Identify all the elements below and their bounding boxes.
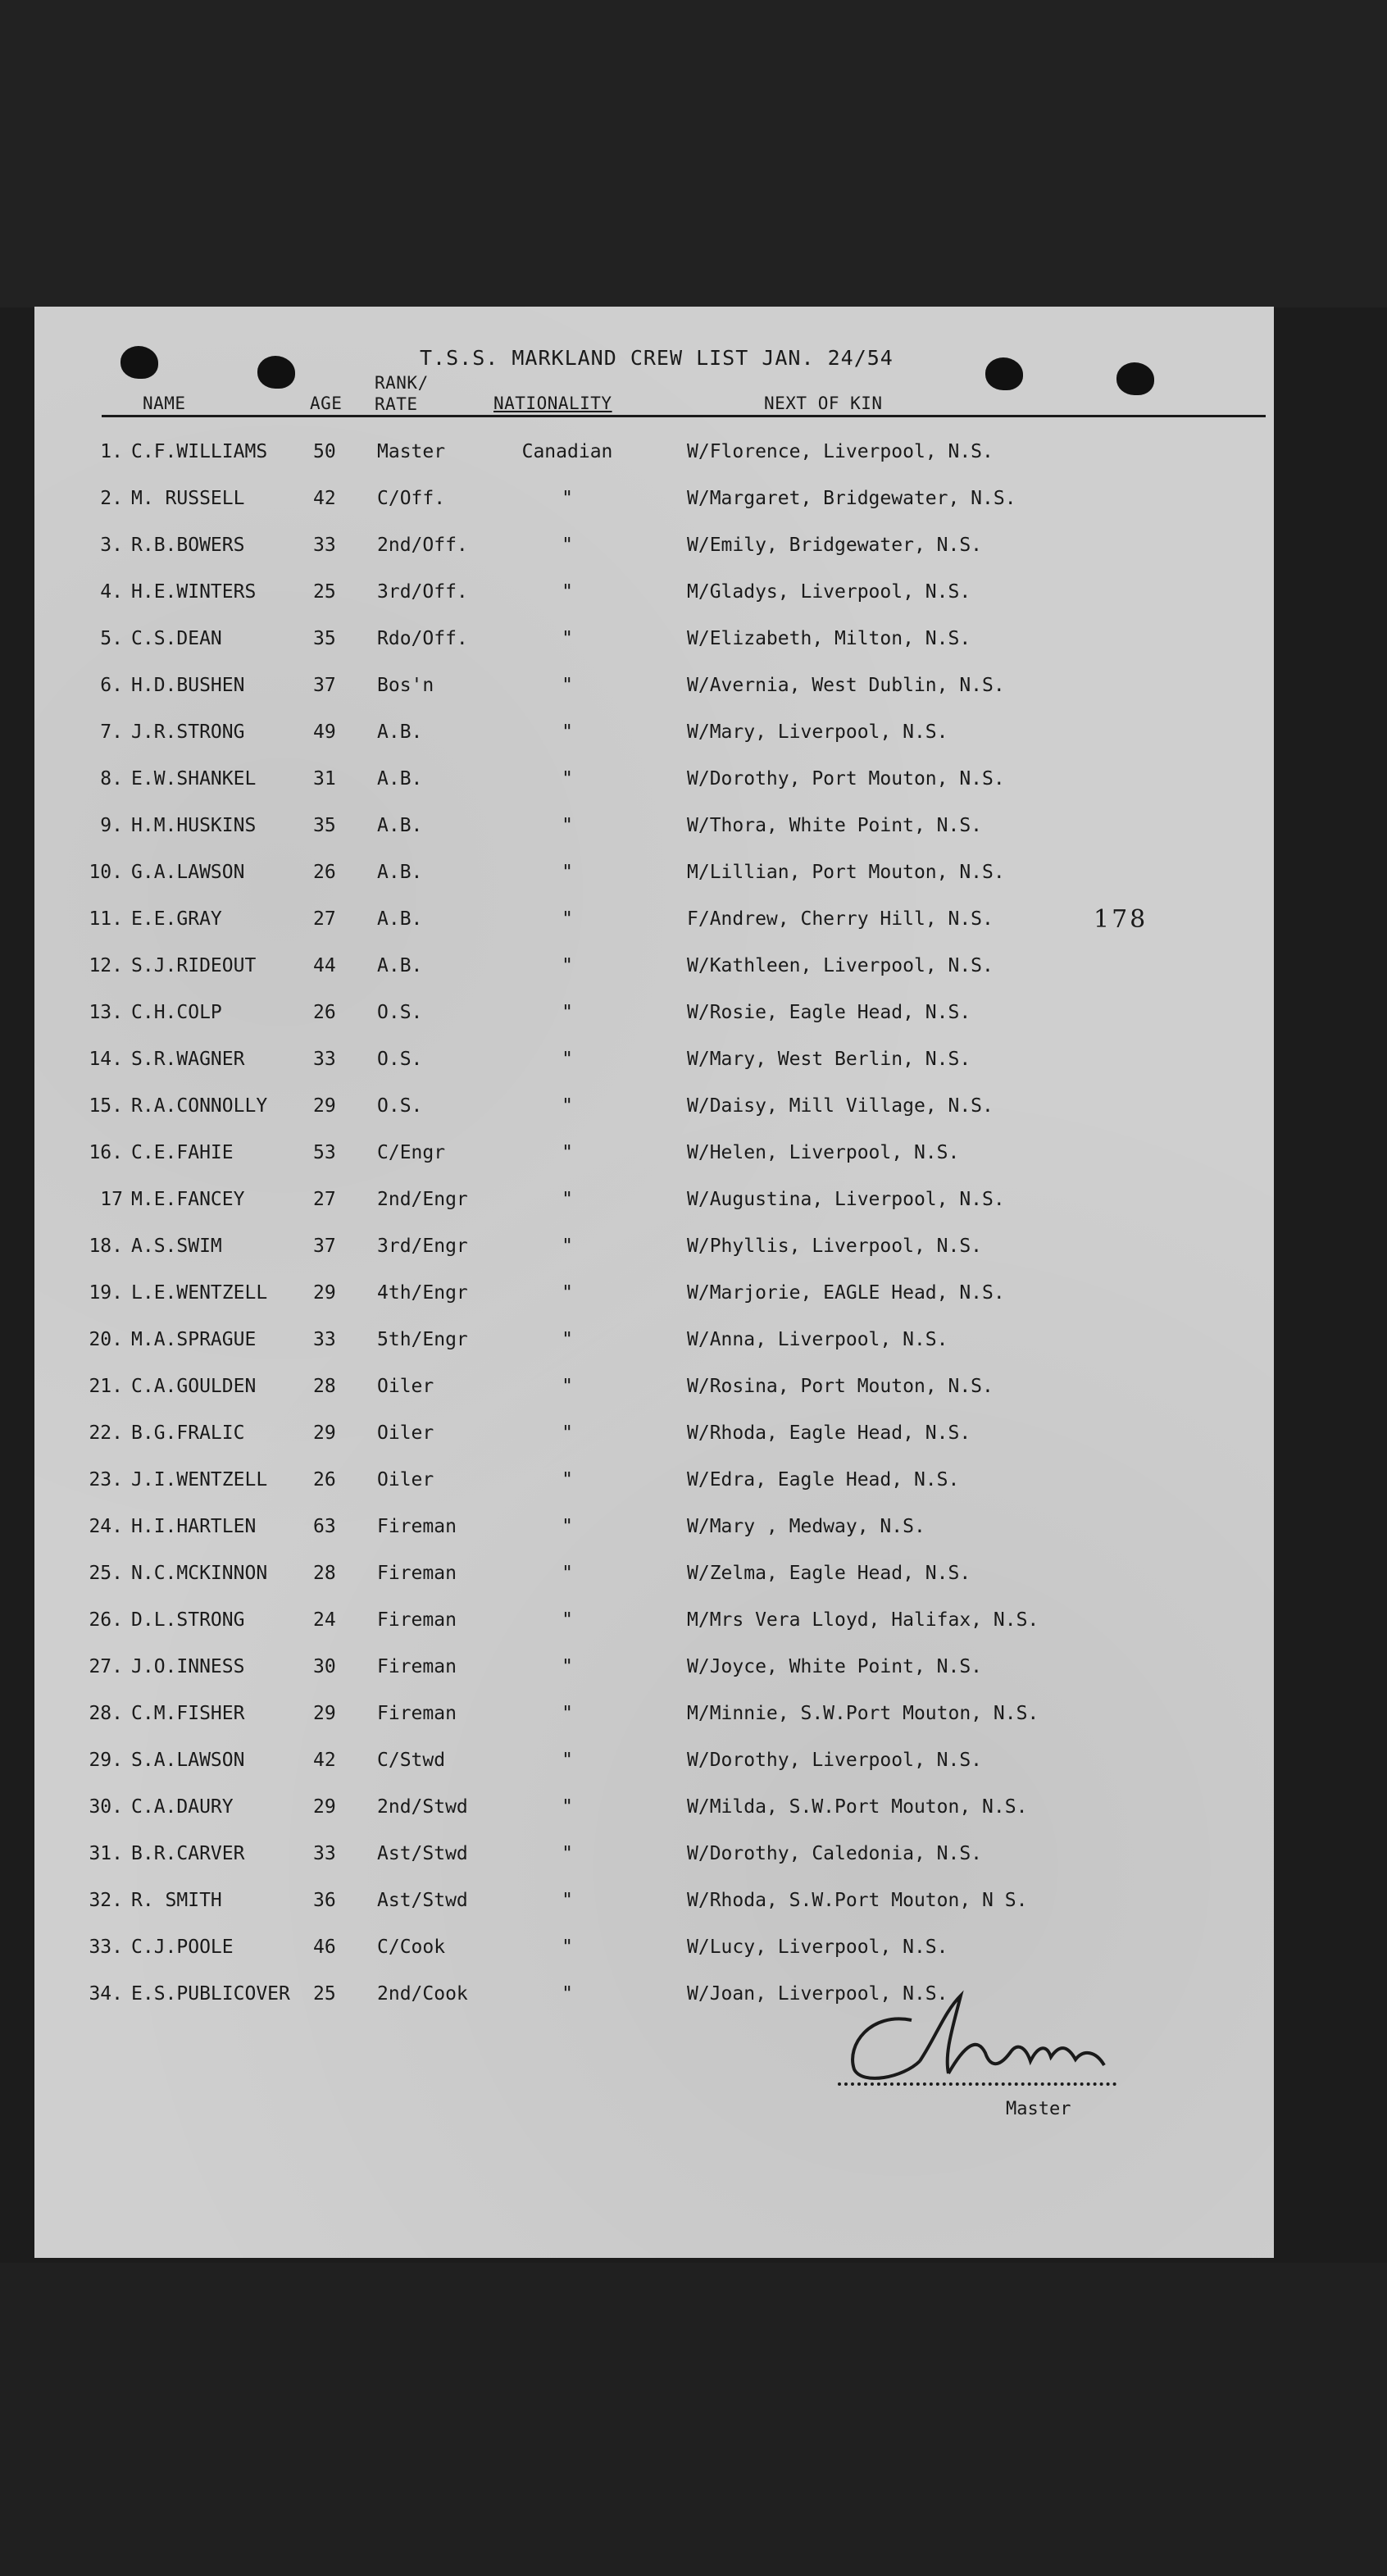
crew-age: 35 bbox=[313, 815, 336, 836]
crew-next-of-kin: W/Thora, White Point, N.S. bbox=[687, 815, 983, 836]
crew-age: 27 bbox=[313, 908, 336, 930]
crew-next-of-kin: W/Rhoda, Eagle Head, N.S. bbox=[687, 1422, 971, 1444]
crew-rank: C/Stwd bbox=[377, 1750, 446, 1771]
crew-age: 25 bbox=[313, 581, 336, 603]
crew-nationality: " bbox=[562, 628, 573, 649]
crew-next-of-kin: M/Minnie, S.W.Port Mouton, N.S. bbox=[687, 1703, 1039, 1724]
crew-name: B.G.FRALIC bbox=[131, 1422, 245, 1444]
crew-next-of-kin: W/Rhoda, S.W.Port Mouton, N S. bbox=[687, 1890, 1028, 1911]
crew-number: 20. bbox=[89, 1329, 123, 1350]
crew-list-page bbox=[34, 307, 1274, 2258]
crew-rank: O.S. bbox=[377, 1002, 423, 1023]
crew-age: 42 bbox=[313, 488, 336, 509]
crew-name: C.M.FISHER bbox=[131, 1703, 245, 1724]
crew-name: M.E.FANCEY bbox=[131, 1189, 245, 1210]
table-row bbox=[34, 757, 1274, 803]
crew-rank: O.S. bbox=[377, 1049, 423, 1070]
crew-rank: Oiler bbox=[377, 1422, 434, 1444]
crew-number: 33. bbox=[89, 1937, 123, 1958]
column-header-rank: RANK/ RATE bbox=[375, 373, 429, 414]
table-row bbox=[34, 990, 1274, 1037]
crew-age: 24 bbox=[313, 1609, 336, 1631]
table-row bbox=[34, 944, 1274, 990]
table-row bbox=[34, 1224, 1274, 1271]
crew-nationality: " bbox=[562, 1609, 573, 1631]
crew-age: 26 bbox=[313, 1002, 336, 1023]
crew-nationality: " bbox=[562, 1189, 573, 1210]
crew-name: R.B.BOWERS bbox=[131, 535, 245, 556]
crew-rank: 3rd/Engr bbox=[377, 1236, 468, 1257]
punch-hole-icon bbox=[257, 356, 295, 389]
crew-number: 15. bbox=[89, 1095, 123, 1117]
crew-nationality: " bbox=[562, 1282, 573, 1304]
crew-age: 37 bbox=[313, 675, 336, 696]
crew-next-of-kin: W/Joan, Liverpool, N.S. bbox=[687, 1983, 948, 2005]
crew-next-of-kin: W/Dorothy, Liverpool, N.S. bbox=[687, 1750, 983, 1771]
crew-nationality: " bbox=[562, 675, 573, 696]
table-row bbox=[34, 1691, 1274, 1738]
crew-next-of-kin: W/Phyllis, Liverpool, N.S. bbox=[687, 1236, 983, 1257]
crew-next-of-kin: W/Milda, S.W.Port Mouton, N.S. bbox=[687, 1796, 1028, 1818]
crew-number: 16. bbox=[89, 1142, 123, 1163]
crew-name: H.I.HARTLEN bbox=[131, 1516, 257, 1537]
crew-number: 12. bbox=[89, 955, 123, 976]
crew-age: 36 bbox=[313, 1890, 336, 1911]
crew-nationality: " bbox=[562, 1469, 573, 1491]
column-header-nationality: NATIONALITY bbox=[493, 394, 612, 413]
crew-name: E.W.SHANKEL bbox=[131, 768, 257, 790]
crew-age: 50 bbox=[313, 441, 336, 462]
crew-number: 17 bbox=[100, 1189, 123, 1210]
table-row bbox=[34, 1925, 1274, 1972]
crew-number: 30. bbox=[89, 1796, 123, 1818]
crew-age: 33 bbox=[313, 535, 336, 556]
crew-nationality: " bbox=[562, 768, 573, 790]
crew-rank: Rdo/Off. bbox=[377, 628, 468, 649]
page-number: 178 bbox=[1094, 905, 1148, 934]
crew-age: 49 bbox=[313, 721, 336, 743]
crew-nationality: " bbox=[562, 1890, 573, 1911]
table-row bbox=[34, 1598, 1274, 1645]
table-row bbox=[34, 523, 1274, 570]
crew-next-of-kin: W/Rosina, Port Mouton, N.S. bbox=[687, 1376, 994, 1397]
crew-next-of-kin: M/Gladys, Liverpool, N.S. bbox=[687, 581, 971, 603]
table-row bbox=[34, 710, 1274, 757]
crew-next-of-kin: W/Daisy, Mill Village, N.S. bbox=[687, 1095, 994, 1117]
crew-name: G.A.LAWSON bbox=[131, 862, 245, 883]
crew-rank: C/Engr bbox=[377, 1142, 446, 1163]
table-row bbox=[34, 1551, 1274, 1598]
table-row bbox=[34, 1645, 1274, 1691]
crew-number: 13. bbox=[89, 1002, 123, 1023]
column-header-age: AGE bbox=[310, 394, 343, 413]
crew-next-of-kin: M/Lillian, Port Mouton, N.S. bbox=[687, 862, 1005, 883]
page-title: T.S.S. MARKLAND CREW LIST JAN. 24/54 bbox=[420, 346, 894, 370]
crew-next-of-kin: W/Rosie, Eagle Head, N.S. bbox=[687, 1002, 971, 1023]
crew-nationality: " bbox=[562, 1843, 573, 1864]
crew-name: H.D.BUSHEN bbox=[131, 675, 245, 696]
crew-name: M. RUSSELL bbox=[131, 488, 245, 509]
crew-next-of-kin: M/Mrs Vera Lloyd, Halifax, N.S. bbox=[687, 1609, 1039, 1631]
crew-number: 26. bbox=[89, 1609, 123, 1631]
crew-next-of-kin: F/Andrew, Cherry Hill, N.S. bbox=[687, 908, 994, 930]
table-row bbox=[34, 570, 1274, 617]
table-row bbox=[34, 1271, 1274, 1318]
crew-age: 29 bbox=[313, 1095, 336, 1117]
crew-rank: A.B. bbox=[377, 955, 423, 976]
crew-name: S.A.LAWSON bbox=[131, 1750, 245, 1771]
table-row bbox=[34, 1458, 1274, 1504]
crew-nationality: " bbox=[562, 1142, 573, 1163]
table-row bbox=[34, 1084, 1274, 1131]
crew-next-of-kin: W/Florence, Liverpool, N.S. bbox=[687, 441, 994, 462]
crew-name: C.J.POOLE bbox=[131, 1937, 234, 1958]
crew-rank: Bos'n bbox=[377, 675, 434, 696]
crew-age: 35 bbox=[313, 628, 336, 649]
crew-nationality: " bbox=[562, 955, 573, 976]
crew-nationality: " bbox=[562, 1516, 573, 1537]
crew-age: 33 bbox=[313, 1843, 336, 1864]
crew-age: 29 bbox=[313, 1796, 336, 1818]
crew-name: C.A.GOULDEN bbox=[131, 1376, 257, 1397]
crew-nationality: " bbox=[562, 1937, 573, 1958]
crew-number: 31. bbox=[89, 1843, 123, 1864]
crew-nationality: " bbox=[562, 581, 573, 603]
crew-nationality: " bbox=[562, 1422, 573, 1444]
crew-number: 5. bbox=[100, 628, 123, 649]
crew-name: A.S.SWIM bbox=[131, 1236, 222, 1257]
crew-name: S.R.WAGNER bbox=[131, 1049, 245, 1070]
table-row bbox=[34, 1785, 1274, 1832]
table-row bbox=[34, 1738, 1274, 1785]
table-row bbox=[34, 803, 1274, 850]
crew-nationality: Canadian bbox=[521, 441, 613, 462]
crew-name: C.A.DAURY bbox=[131, 1796, 234, 1818]
crew-nationality: " bbox=[562, 1563, 573, 1584]
crew-age: 29 bbox=[313, 1422, 336, 1444]
table-row bbox=[34, 1832, 1274, 1878]
crew-number: 1. bbox=[100, 441, 123, 462]
crew-next-of-kin: W/Elizabeth, Milton, N.S. bbox=[687, 628, 971, 649]
crew-nationality: " bbox=[562, 1236, 573, 1257]
table-row bbox=[34, 1318, 1274, 1364]
crew-number: 7. bbox=[100, 721, 123, 743]
crew-name: N.C.MCKINNON bbox=[131, 1563, 268, 1584]
crew-name: C.S.DEAN bbox=[131, 628, 222, 649]
crew-name: H.M.HUSKINS bbox=[131, 815, 257, 836]
scan-background-bottom bbox=[0, 2263, 1387, 2576]
crew-next-of-kin: W/Mary , Medway, N.S. bbox=[687, 1516, 925, 1537]
crew-number: 22. bbox=[89, 1422, 123, 1444]
crew-nationality: " bbox=[562, 1002, 573, 1023]
crew-age: 63 bbox=[313, 1516, 336, 1537]
crew-nationality: " bbox=[562, 1983, 573, 2005]
table-row bbox=[34, 476, 1274, 523]
crew-number: 6. bbox=[100, 675, 123, 696]
crew-name: R.A.CONNOLLY bbox=[131, 1095, 268, 1117]
crew-rank: Ast/Stwd bbox=[377, 1843, 468, 1864]
table-row bbox=[34, 663, 1274, 710]
crew-next-of-kin: W/Margaret, Bridgewater, N.S. bbox=[687, 488, 1016, 509]
crew-nationality: " bbox=[562, 721, 573, 743]
crew-age: 29 bbox=[313, 1703, 336, 1724]
crew-age: 44 bbox=[313, 955, 336, 976]
crew-rank: A.B. bbox=[377, 908, 423, 930]
crew-number: 21. bbox=[89, 1376, 123, 1397]
crew-nationality: " bbox=[562, 535, 573, 556]
crew-nationality: " bbox=[562, 1329, 573, 1350]
crew-rank: Master bbox=[377, 441, 446, 462]
table-row bbox=[34, 1131, 1274, 1177]
punch-hole-icon bbox=[121, 346, 158, 379]
signature-title: Master bbox=[1006, 2099, 1071, 2119]
crew-rank: Fireman bbox=[377, 1563, 457, 1584]
crew-next-of-kin: W/Avernia, West Dublin, N.S. bbox=[687, 675, 1005, 696]
crew-next-of-kin: W/Joyce, White Point, N.S. bbox=[687, 1656, 983, 1677]
crew-rank: 2nd/Stwd bbox=[377, 1796, 468, 1818]
crew-number: 10. bbox=[89, 862, 123, 883]
column-header-next-of-kin: NEXT OF KIN bbox=[764, 394, 883, 413]
crew-next-of-kin: W/Augustina, Liverpool, N.S. bbox=[687, 1189, 1005, 1210]
crew-rank: 2nd/Cook bbox=[377, 1983, 468, 2005]
crew-number: 32. bbox=[89, 1890, 123, 1911]
crew-number: 11. bbox=[89, 908, 123, 930]
punch-hole-icon bbox=[985, 357, 1023, 390]
crew-next-of-kin: W/Marjorie, EAGLE Head, N.S. bbox=[687, 1282, 1005, 1304]
crew-rank: Fireman bbox=[377, 1656, 457, 1677]
crew-next-of-kin: W/Dorothy, Port Mouton, N.S. bbox=[687, 768, 1005, 790]
crew-number: 24. bbox=[89, 1516, 123, 1537]
crew-age: 46 bbox=[313, 1937, 336, 1958]
crew-age: 27 bbox=[313, 1189, 336, 1210]
crew-rank: Fireman bbox=[377, 1703, 457, 1724]
crew-nationality: " bbox=[562, 1703, 573, 1724]
crew-rank: O.S. bbox=[377, 1095, 423, 1117]
crew-age: 29 bbox=[313, 1282, 336, 1304]
crew-age: 25 bbox=[313, 1983, 336, 2005]
table-row bbox=[34, 1037, 1274, 1084]
crew-age: 31 bbox=[313, 768, 336, 790]
crew-rank: Fireman bbox=[377, 1609, 457, 1631]
crew-rank: 5th/Engr bbox=[377, 1329, 468, 1350]
crew-rank: 2nd/Off. bbox=[377, 535, 468, 556]
crew-age: 26 bbox=[313, 862, 336, 883]
crew-age: 53 bbox=[313, 1142, 336, 1163]
crew-age: 42 bbox=[313, 1750, 336, 1771]
table-row bbox=[34, 897, 1274, 944]
crew-rank: C/Cook bbox=[377, 1937, 446, 1958]
master-signature bbox=[821, 1987, 1141, 2094]
table-row bbox=[34, 430, 1274, 476]
crew-number: 23. bbox=[89, 1469, 123, 1491]
crew-age: 33 bbox=[313, 1049, 336, 1070]
crew-name: B.R.CARVER bbox=[131, 1843, 245, 1864]
crew-name: J.O.INNESS bbox=[131, 1656, 245, 1677]
crew-rank: A.B. bbox=[377, 721, 423, 743]
crew-name: C.H.COLP bbox=[131, 1002, 222, 1023]
crew-name: M.A.SPRAGUE bbox=[131, 1329, 257, 1350]
crew-rank: A.B. bbox=[377, 862, 423, 883]
crew-name: C.F.WILLIAMS bbox=[131, 441, 268, 462]
crew-number: 19. bbox=[89, 1282, 123, 1304]
crew-age: 37 bbox=[313, 1236, 336, 1257]
crew-next-of-kin: W/Anna, Liverpool, N.S. bbox=[687, 1329, 948, 1350]
crew-nationality: " bbox=[562, 908, 573, 930]
crew-next-of-kin: W/Dorothy, Caledonia, N.S. bbox=[687, 1843, 983, 1864]
crew-nationality: " bbox=[562, 862, 573, 883]
crew-nationality: " bbox=[562, 1796, 573, 1818]
crew-rank: 3rd/Off. bbox=[377, 581, 468, 603]
crew-nationality: " bbox=[562, 1656, 573, 1677]
crew-number: 29. bbox=[89, 1750, 123, 1771]
crew-next-of-kin: W/Mary, West Berlin, N.S. bbox=[687, 1049, 971, 1070]
table-row bbox=[34, 1177, 1274, 1224]
crew-age: 28 bbox=[313, 1563, 336, 1584]
crew-rank: C/Off. bbox=[377, 488, 446, 509]
crew-age: 30 bbox=[313, 1656, 336, 1677]
crew-name: E.S.PUBLICOVER bbox=[131, 1983, 290, 2005]
crew-nationality: " bbox=[562, 1049, 573, 1070]
crew-age: 28 bbox=[313, 1376, 336, 1397]
header-rule bbox=[102, 415, 1266, 417]
crew-nationality: " bbox=[562, 1376, 573, 1397]
crew-rank: 4th/Engr bbox=[377, 1282, 468, 1304]
table-row bbox=[34, 850, 1274, 897]
crew-number: 27. bbox=[89, 1656, 123, 1677]
table-row bbox=[34, 1504, 1274, 1551]
crew-number: 9. bbox=[100, 815, 123, 836]
crew-name: H.E.WINTERS bbox=[131, 581, 257, 603]
crew-rank: A.B. bbox=[377, 815, 423, 836]
crew-next-of-kin: W/Emily, Bridgewater, N.S. bbox=[687, 535, 983, 556]
crew-rank: 2nd/Engr bbox=[377, 1189, 468, 1210]
crew-next-of-kin: W/Helen, Liverpool, N.S. bbox=[687, 1142, 960, 1163]
crew-next-of-kin: W/Lucy, Liverpool, N.S. bbox=[687, 1937, 948, 1958]
crew-nationality: " bbox=[562, 1750, 573, 1771]
table-row bbox=[34, 1411, 1274, 1458]
crew-nationality: " bbox=[562, 815, 573, 836]
crew-number: 2. bbox=[100, 488, 123, 509]
crew-rank: Oiler bbox=[377, 1376, 434, 1397]
crew-number: 4. bbox=[100, 581, 123, 603]
crew-number: 14. bbox=[89, 1049, 123, 1070]
scan-background-top bbox=[0, 0, 1387, 307]
crew-next-of-kin: W/Mary, Liverpool, N.S. bbox=[687, 721, 948, 743]
column-header-name: NAME bbox=[143, 394, 186, 413]
crew-rank: Ast/Stwd bbox=[377, 1890, 468, 1911]
crew-number: 3. bbox=[100, 535, 123, 556]
table-row bbox=[34, 617, 1274, 663]
crew-number: 18. bbox=[89, 1236, 123, 1257]
crew-age: 33 bbox=[313, 1329, 336, 1350]
crew-rank: A.B. bbox=[377, 768, 423, 790]
crew-number: 34. bbox=[89, 1983, 123, 2005]
crew-name: J.I.WENTZELL bbox=[131, 1469, 268, 1491]
crew-nationality: " bbox=[562, 488, 573, 509]
table-row bbox=[34, 1878, 1274, 1925]
crew-next-of-kin: W/Zelma, Eagle Head, N.S. bbox=[687, 1563, 971, 1584]
crew-nationality: " bbox=[562, 1095, 573, 1117]
crew-name: E.E.GRAY bbox=[131, 908, 222, 930]
crew-number: 25. bbox=[89, 1563, 123, 1584]
crew-name: J.R.STRONG bbox=[131, 721, 245, 743]
crew-rank: Oiler bbox=[377, 1469, 434, 1491]
crew-name: R. SMITH bbox=[131, 1890, 222, 1911]
crew-next-of-kin: W/Kathleen, Liverpool, N.S. bbox=[687, 955, 994, 976]
crew-rank: Fireman bbox=[377, 1516, 457, 1537]
crew-number: 8. bbox=[100, 768, 123, 790]
crew-name: D.L.STRONG bbox=[131, 1609, 245, 1631]
crew-name: L.E.WENTZELL bbox=[131, 1282, 268, 1304]
crew-age: 26 bbox=[313, 1469, 336, 1491]
crew-name: S.J.RIDEOUT bbox=[131, 955, 257, 976]
crew-number: 28. bbox=[89, 1703, 123, 1724]
punch-hole-icon bbox=[1116, 362, 1154, 395]
signature-dotted-line bbox=[838, 2082, 1116, 2086]
crew-next-of-kin: W/Edra, Eagle Head, N.S. bbox=[687, 1469, 960, 1491]
crew-name: C.E.FAHIE bbox=[131, 1142, 234, 1163]
crew-table bbox=[34, 430, 1274, 2018]
table-row bbox=[34, 1364, 1274, 1411]
